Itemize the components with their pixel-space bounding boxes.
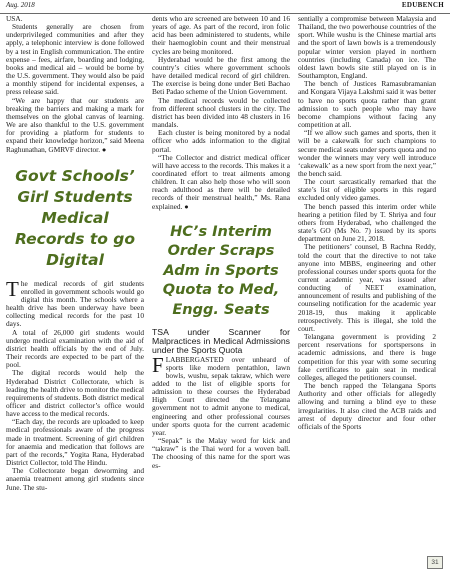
column-3 [298, 15, 436, 431]
body-paragraph: The bench passed this interim order while hearing a petition filed by T. Shriya and four others from Hyderabad, who challenged the state’s GO (Ms No. 7) issued by its sports department on June 21, 2018. [298, 201, 436, 244]
article-headline-sports-quota: HC’s Interim Order Scraps Adm in Sports Quota to Med, Engg. Seats [162, 223, 280, 318]
issue-date: Aug. 2018 [6, 1, 35, 9]
drop-cap: F [152, 352, 164, 377]
body-paragraph: Students generally are chosen from underprivileged communities and after they apply, a telephonic interview is done followed by a test in English communication. The entire expense – fees, airfare, boarding and lodging, books and medical aid – would be borne by the U.S. government. They would also be paid a monthly stipend for incidental expenses, a press release said. [6, 22, 144, 97]
body-paragraph: USA. [6, 14, 23, 23]
body-paragraph: “Sepak” is the Malay word for kick and “takraw” is the Thai word for a woven ball. The choosing of this name for the sport was es- [152, 436, 290, 470]
body-paragraph: A total of 26,000 girl students would undergo medical examination with the aid of district health officials by the end of July. Their records are expected to be part of the pool. [6, 327, 144, 370]
body-paragraph: “If we allow such games and sports, then it will be a cakewalk for such champions to secure medical seats under sports quota and no wonder the winners may very well introduce ‘cakewalk’ as a new sport from the next year,” the bench said. [298, 128, 436, 178]
body-paragraph: The petitioners’ counsel, B Rachna Reddy, told the court that the directive to not take anyone into MBBS, engineering and other professional courses under sports quota for the current academic year, was issued after conducting of NEET examination, announcement of results and publishing of the counseling notification for the academic year 2018-19, thus making it applicable retrospectively. This is illegal, she told the court. [298, 242, 436, 333]
article-headline-medical-records: Govt Schools’ Girl Students Medical Records to go Digital [14, 166, 136, 269]
body-paragraph: LABBERGASTED over unheard of sports like modern pentathlon, lawn bowls, wushu, sepak takraw, which were added to the list of eligible sports for admission to these courses the Hyderabad High Court directed the Telangana government not to admit anyone to medical, engineering and other professional courses under sports quota for the current academic year. [152, 354, 290, 437]
body-paragraph: “Each day, the records are uploaded to keep medical professionals aware of the progress made in treatment. Screening of girl children for anaemia and medication that follows are part of the records,” Yogita Rana, Hyderabad District Collector, told The Hindu. [6, 417, 144, 468]
body-paragraph: “We are happy that our students are breaking the barriers and making a mark for themselves on the global canvas of learning. We are also thankful to the U.S. government for providing a platform for students to expand their knowledge horizon,” said Meena Raghunathan, GMRVF director. ● [6, 95, 144, 154]
body-paragraph: The Collectorate began deworming and anaemia treatment among girl students since June. The stu- [6, 466, 144, 492]
body-paragraph: The medical records would be collected from different school clusters in the city. The district has been divided into 48 clusters in 16 mandals. [152, 95, 290, 130]
body-paragraph: The bench of Justices Ramasubramanian and Kongara Vijaya Lakshmi said it was better to have no sports quota rather than grant admission to such people who may have become champions without facing any competition at all. [298, 79, 436, 130]
column-2 [152, 15, 290, 470]
body-paragraph: he medical records of girl students enrolled in government schools would go digital this month. The schools where a health drive has been underway have been collecting medical records for the past 10 days. [6, 278, 144, 329]
drop-cap: T [6, 276, 19, 301]
body-paragraph: Each cluster is being monitored by a nodal officer who adds information to the digital portal. [152, 128, 290, 154]
body-paragraph: “The Collector and district medical officer will have access to the records. This makes it a coordinated effort to treat ailments among children. It can also help those who will soon reach adulthood as there will be detailed records of their menstrual health,” Ms. Rana explained. ● [152, 152, 290, 211]
article-deck: TSA under Scanner for Malpractices in Medical Admissions under the Sports Quota [152, 327, 290, 356]
page-number: 31 [427, 556, 443, 569]
publication-name: EDUBENCH [401, 1, 444, 9]
body-paragraph: The bench rapped the Telangana Sports Authority and other officials for allegedly allowing and turning a blind eye to these irregularities. It also cited the ACB raids and arrest of deputy director and four other officials of the Sports [298, 381, 436, 431]
body-paragraph: The court sarcastically remarked that the state’s list of eligible sports in this regard excluded only video games. [298, 177, 436, 203]
body-paragraph: sentially a compromise between Malaysia and Thailand, the two powerhouse countries of the sport. While wushu is the Chinese martial arts and the sport of lawn bowls is a tremendously popular winter version played in northern countries (including Canada) on ice. The oldest lawn bowls site still played on is in Southampton, England. [298, 14, 436, 81]
body-paragraph: The digital records would help the Hyderabad District Collectorate, which is leading the health drive to monitor the medical requirements of students. Both district medical officer and district collector’s office would have access to the medical records. [6, 368, 144, 419]
body-paragraph: dents who are screened are between 10 and 16 years of age. As part of the record, iron folic acid has been administered to students, while their haemoglobin count and their menstrual cycles are being monitored. [152, 14, 290, 56]
body-paragraph: Telangana government is providing 2 percent reservations for sportspersons in academic admissions, and there is huge competition for this year with some securing fake certificates to gain seat in medical colleges, alleged the petitioners counsel. [298, 332, 436, 382]
body-paragraph: Hyderabad would be the first among the country’s cities where government schools have detailed medical record of girl children. The exercise is being done under Beti Bachao Beti Padao scheme of the Union Government. [152, 54, 290, 97]
page-header [0, 0, 450, 14]
column-1 [6, 15, 144, 492]
